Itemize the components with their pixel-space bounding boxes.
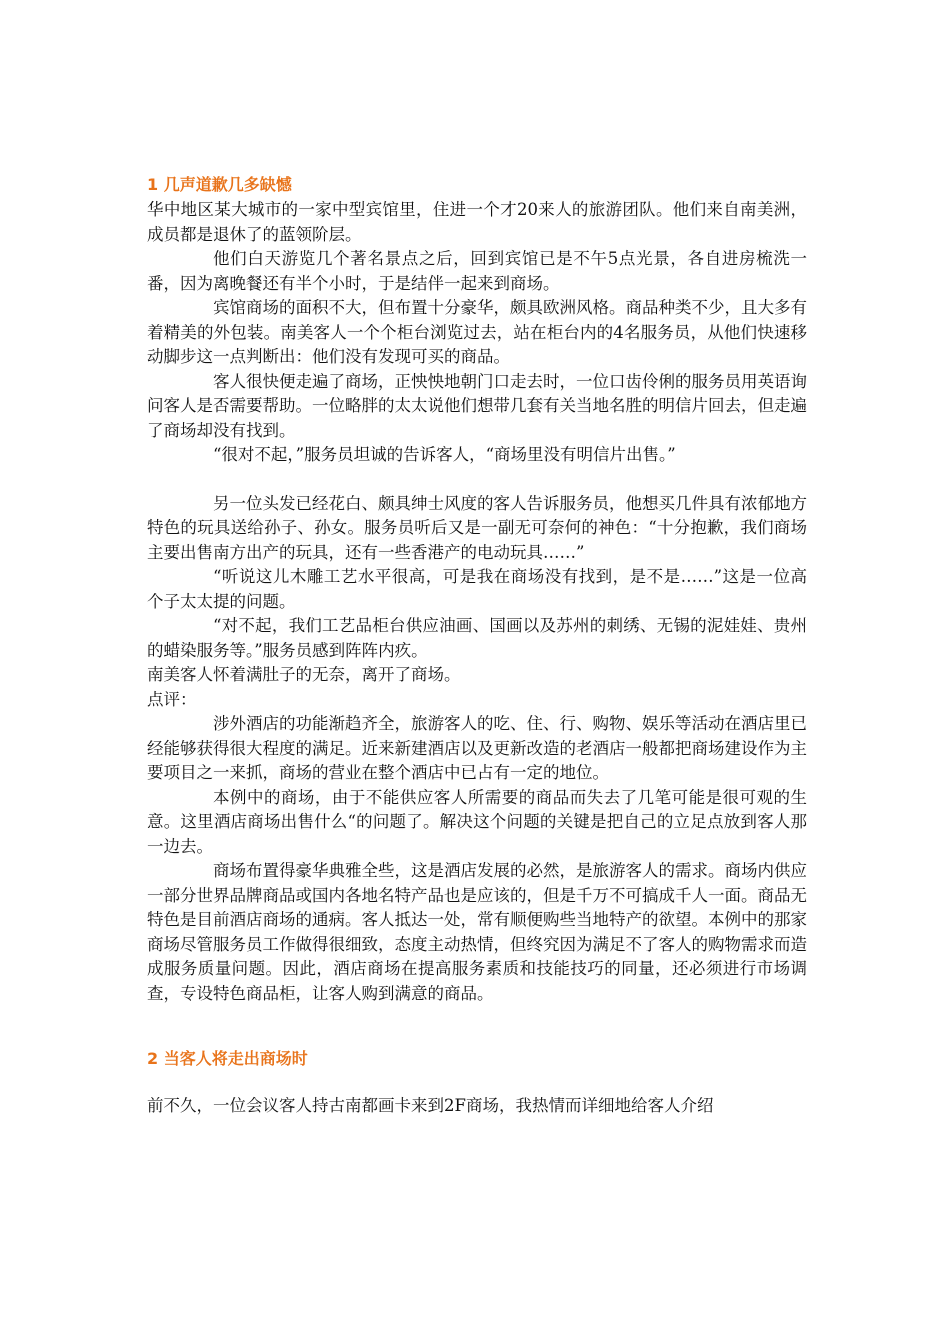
section-2-heading: 2 当客人将走出商场时 [147, 1049, 308, 1068]
paragraph: 客人很快便走遍了商场，正怏怏地朝门口走去时，一位口齿伶俐的服务员用英语询问客人是否需要帮助。一位略胖的太太说他们想带几套有关当地名胜的明信片回去，但走遍了商场却没有找到。 [147, 371, 807, 440]
spacer [147, 1072, 807, 1094]
paragraph: 商场布置得豪华典雅全些，这是酒店发展的必然，是旅游客人的需求。商场内供应一部分世界品牌商品或国内各地名特产品也是应该的，但是千万不可搞成千人一面。商品无特色是目前酒店商场的通病。客人抵达一处，常有顺便购些当地特产的欲望。本例中的那家商场尽管服务员工作做得很细致，态度主动热情，但终究因为满足不了客人的购物需求而造成服务质量问题。因此，酒店商场在提高服务素质和技能技巧的同量，还必须进行市场调查，专设特色商品柜，让客人购到满意的商品。 [147, 861, 807, 1003]
spacer [147, 468, 807, 492]
paragraph: 本例中的商场，由于不能供应客人所需要的商品而失去了几笔可能是很可观的生意。这里酒店商场出售什么“的问题了。解决这个问题的关键是把自己的立足点放到客人那一边去。 [147, 787, 807, 856]
paragraph: “听说这儿木雕工艺水平很高，可是我在商场没有找到，是不是……”这是一位高个子太太提的问题。 [147, 567, 807, 611]
paragraph: 涉外酒店的功能渐趋齐全，旅游客人的吃、住、行、购物、娱乐等活动在酒店里已经能够获得很大程度的满足。近来新建酒店以及更新改造的老酒店一般都把商场建设作为主要项目之一来抓，商场的营业在整个酒店中已占有一定的地位。 [147, 714, 807, 782]
paragraph: 南美客人怀着满肚子的无奈，离开了商场。 [147, 665, 461, 684]
document-body [147, 172, 807, 1119]
paragraph: 宾馆商场的面积不大，但布置十分豪华，颇具欧洲风格。商品种类不少，且大多有着精美的外包装。南美客人一个个柜台浏览过去，站在柜台内的4名服务员，从他们快速移动脚步这一点判断出：他们没有发现可买的商品。 [147, 298, 807, 366]
review-label: 点评： [147, 689, 197, 709]
paragraph: 他们白天游览几个著名景点之后，回到宾馆已是不午5点光景，各自进房梳洗一番，因为离晚餐还有半个小时，于是结伴一起来到商场。 [147, 249, 807, 293]
paragraph: 前不久，一位会议客人持古南都画卡来到2F商场，我热情而详细地给客人介绍 [147, 1096, 714, 1115]
spacer [147, 1006, 807, 1046]
paragraph: “对不起，我们工艺品柜台供应油画、国画以及苏州的刺绣、无锡的泥娃娃、贵州的蜡染服务等。”服务员感到阵阵内疚。 [147, 616, 807, 660]
paragraph: 另一位头发已经花白、颇具绅士风度的客人告诉服务员，他想买几件具有浓郁地方特色的玩具送给孙子、孙女。服务员听后又是一副无可奈何的神色：“十分抱歉，我们商场主要出售南方出产的玩具，还有一些香港产的电动玩具……” [147, 493, 807, 562]
paragraph: “很对不起，”服务员坦诚的告诉客人，“商场里没有明信片出售。” [213, 445, 676, 464]
section-1-heading: 1 几声道歉几多缺憾 [147, 175, 292, 194]
paragraph: 华中地区某大城市的一家中型宾馆里，住进一个才20来人的旅游团队。他们来自南美洲，成员都是退休了的蓝领阶层。 [147, 200, 807, 244]
